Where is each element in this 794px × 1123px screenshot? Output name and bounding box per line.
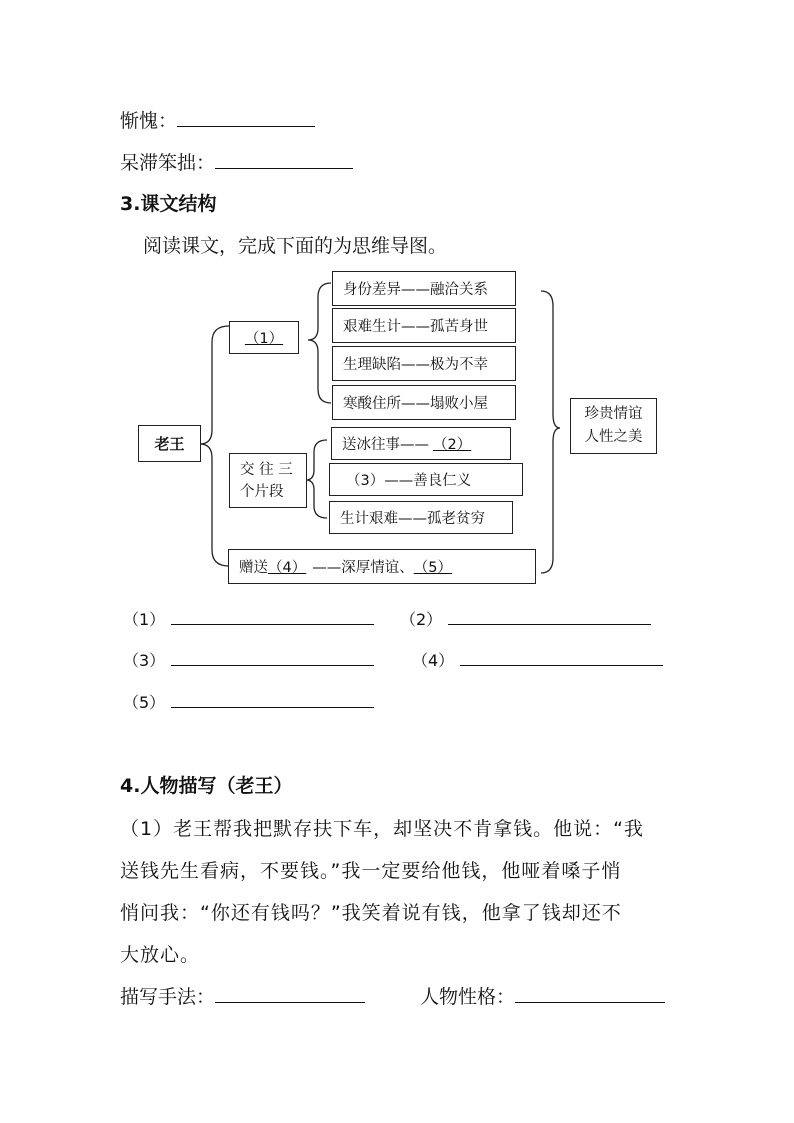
answer-row-technique xyxy=(120,982,365,1009)
blank-label-3[interactable]: （3） xyxy=(346,473,385,489)
blank-label-2[interactable]: （2） xyxy=(433,437,472,453)
answer-row-2 xyxy=(400,607,651,630)
branch1-item: 身份差异——融洽关系 xyxy=(332,271,516,306)
section-heading: 3.课文结构 xyxy=(120,193,217,215)
answer-label: （4） xyxy=(412,651,455,670)
item-text: 送冰往事—— xyxy=(342,437,429,453)
answer-row-1 xyxy=(123,607,374,630)
answer-blank[interactable] xyxy=(515,1001,665,1003)
answer-row-3 xyxy=(123,648,374,671)
mindmap-branch1 xyxy=(229,321,299,354)
vocab-word: 呆滞笨拙： xyxy=(120,152,216,174)
branch1-item: 艰难生计——孤苦身世 xyxy=(332,308,516,343)
branch2-label-line1: 交 往 三 xyxy=(240,461,293,478)
right-bracket xyxy=(541,291,560,573)
answer-row-4 xyxy=(412,648,663,671)
passage-line: （1）老王帮我把默存扶下车，却坚决不肯拿钱。他说：“我 xyxy=(120,818,644,840)
passage-line: 送钱先生看病，不要钱。”我一定要给他钱，他哑着嗓子悄 xyxy=(120,860,622,882)
item-text: 赠送 xyxy=(239,560,268,576)
answer-label: （1） xyxy=(123,610,166,629)
mindmap-conclusion xyxy=(570,398,657,454)
mindmap-root: 老王 xyxy=(138,425,201,462)
answer-blank[interactable] xyxy=(215,1001,365,1003)
answer-blank[interactable] xyxy=(171,623,374,625)
answer-label: （3） xyxy=(123,651,166,670)
branch1-item: 生理缺陷——极为不幸 xyxy=(332,346,516,381)
answer-row-character xyxy=(420,982,665,1009)
mindmap-branch2 xyxy=(229,453,307,508)
answer-row-5 xyxy=(123,690,374,713)
conclusion-line2: 人性之美 xyxy=(584,429,643,445)
main-bracket xyxy=(200,326,229,566)
answer-label: 描写手法： xyxy=(120,986,216,1008)
branch2-bracket xyxy=(306,440,327,518)
passage-line: 悄问我：“你还有钱吗？”我笑着说有钱，他拿了钱却还不 xyxy=(120,902,622,924)
answer-blank[interactable] xyxy=(448,623,651,625)
section-heading: 4.人物描写（老王） xyxy=(120,775,293,797)
branch2-item-2 xyxy=(329,463,523,496)
instruction-text: 阅读课文，完成下面的为思维导图。 xyxy=(143,235,448,257)
vocab-word: 惭愧： xyxy=(120,110,178,132)
branch1-item: 寒酸住所——塌败小屋 xyxy=(332,385,516,420)
answer-label: （2） xyxy=(400,610,443,629)
blank-label-4[interactable]: （4） xyxy=(268,560,307,576)
item-text: ——深厚情谊、 xyxy=(312,560,414,576)
answer-label: 人物性格： xyxy=(420,986,516,1008)
answer-blank[interactable] xyxy=(171,664,374,666)
blank-label-1[interactable]: （1） xyxy=(244,331,284,347)
mindmap-branch3 xyxy=(228,549,536,584)
answer-label: （5） xyxy=(123,693,166,712)
item-text: ——善良仁义 xyxy=(384,473,472,489)
blank-label-5[interactable]: （5） xyxy=(413,560,452,576)
branch1-bracket xyxy=(308,283,331,403)
conclusion-line1: 珍贵情谊 xyxy=(584,406,643,422)
branch2-item-3: 生计艰难——孤老贫穷 xyxy=(329,501,513,534)
branch2-item-1 xyxy=(331,427,511,460)
passage-line: 大放心。 xyxy=(120,944,201,966)
answer-blank[interactable] xyxy=(171,706,374,708)
answer-blank[interactable] xyxy=(460,664,663,666)
branch2-label-line2: 个片段 xyxy=(240,483,284,500)
